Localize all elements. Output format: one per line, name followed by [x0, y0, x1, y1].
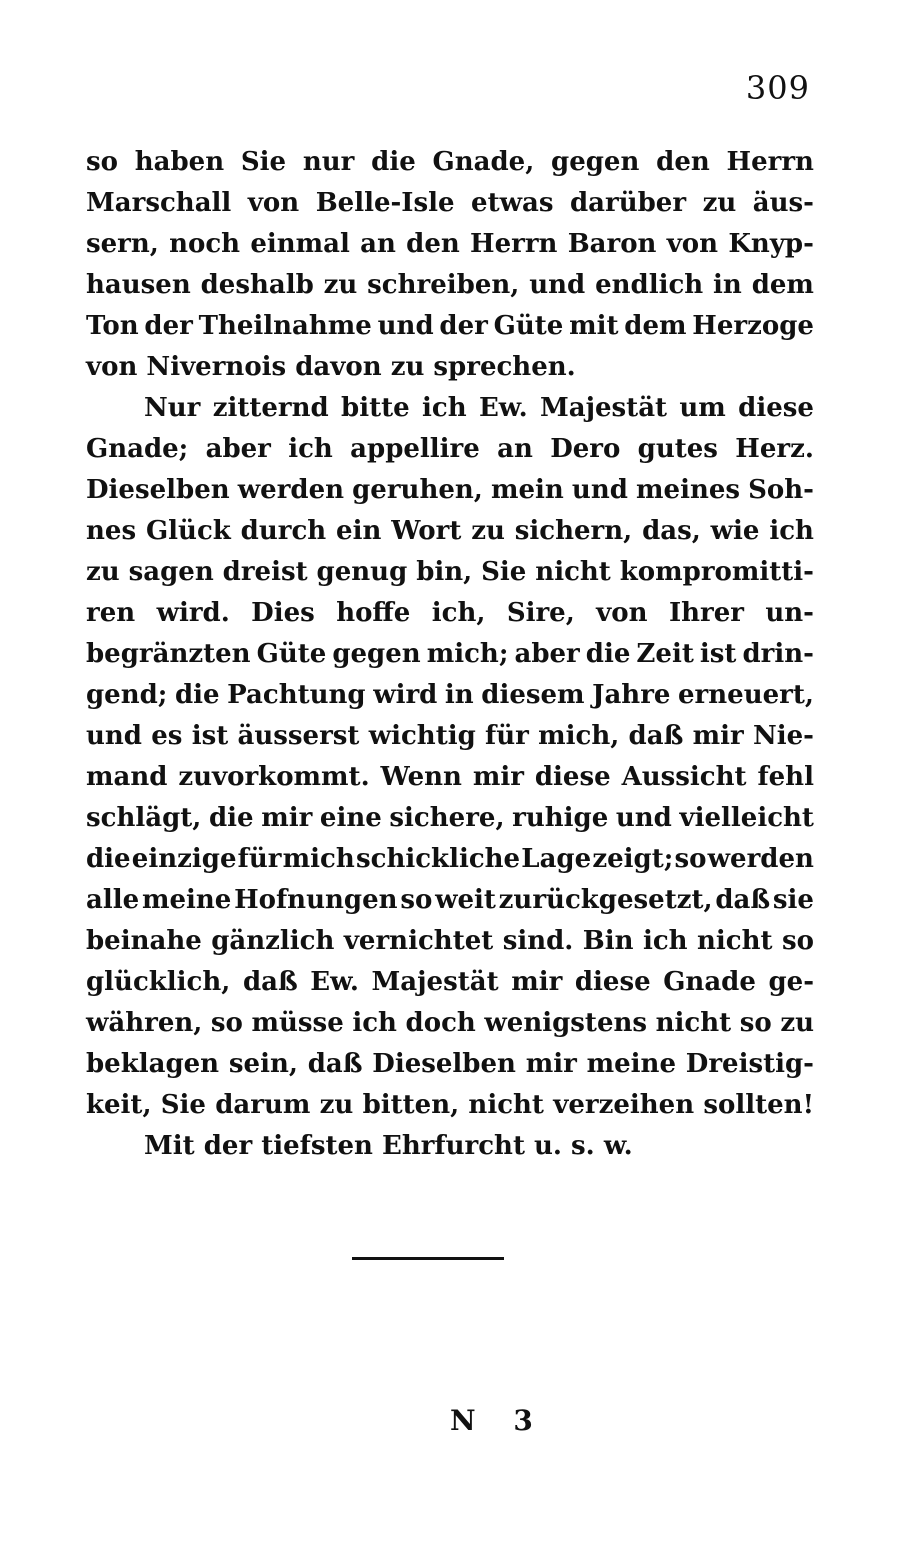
word: Herz. — [735, 434, 814, 464]
text-line — [86, 224, 814, 265]
word: dem — [624, 311, 687, 341]
word: Gnade, — [432, 147, 535, 177]
word: mich; — [426, 639, 509, 669]
word: so — [210, 1008, 243, 1038]
word: un- — [765, 598, 814, 628]
word: in — [444, 680, 474, 710]
word: Gnade — [663, 967, 756, 997]
word: mich, — [538, 721, 620, 751]
word: und — [377, 311, 434, 341]
word: um — [679, 393, 726, 423]
word: mir — [511, 967, 563, 997]
word: so — [86, 147, 118, 177]
word: Sie — [240, 147, 287, 177]
word: Ehrfurcht — [382, 1131, 525, 1161]
word: zitternd — [212, 393, 329, 423]
word: in — [713, 270, 742, 300]
word: bin, — [416, 557, 473, 587]
word: von — [86, 352, 138, 382]
word: drin- — [742, 639, 814, 669]
page-number: 309 — [745, 69, 810, 107]
word: beinahe — [86, 926, 202, 956]
word: Dies — [251, 598, 315, 628]
word: Güte — [256, 639, 327, 669]
word: Aussicht — [621, 762, 747, 792]
word: sie — [772, 885, 814, 915]
word: zeigt; — [592, 844, 674, 874]
text-line — [86, 1003, 814, 1044]
text-line — [86, 1085, 814, 1126]
word: davon — [295, 352, 382, 382]
word: ge- — [768, 967, 814, 997]
word: für — [485, 721, 529, 751]
word: Knyp- — [728, 229, 814, 259]
word: nicht — [697, 926, 773, 956]
word: die — [86, 844, 131, 874]
text-line — [86, 716, 814, 757]
word: doch — [405, 1008, 476, 1038]
word: Soh- — [748, 475, 814, 505]
word: Belle-Isle — [315, 188, 455, 218]
word: nicht — [535, 557, 611, 587]
word: Dreistig- — [685, 1049, 814, 1079]
word: von — [666, 229, 719, 259]
word: mand — [86, 762, 168, 792]
text-line — [86, 634, 814, 675]
word: appellire — [350, 434, 480, 464]
word: zu — [323, 270, 358, 300]
word: nur — [302, 147, 355, 177]
text-line — [86, 962, 814, 1003]
word: eine — [319, 803, 382, 833]
word: zu — [702, 188, 737, 218]
word: ich — [288, 434, 333, 464]
word: mein — [490, 475, 564, 505]
word: beklagen — [86, 1049, 220, 1079]
word: an — [360, 229, 396, 259]
word: der — [144, 311, 193, 341]
word: meines — [636, 475, 741, 505]
word: zu — [780, 1008, 814, 1038]
word: die — [208, 803, 254, 833]
text-line — [86, 921, 814, 962]
word: sagen — [128, 557, 214, 587]
word: von — [247, 188, 300, 218]
text-line — [86, 593, 814, 634]
word: mich — [282, 844, 355, 874]
word: darum — [215, 1090, 311, 1120]
text-line — [86, 880, 814, 921]
word: sein, — [228, 1049, 298, 1079]
text-line — [86, 265, 814, 306]
word: Mit — [144, 1131, 195, 1161]
word: w. — [603, 1131, 633, 1161]
word: und — [615, 803, 672, 833]
text-line — [86, 1126, 814, 1167]
text-line — [86, 798, 814, 839]
word: u. — [534, 1131, 562, 1161]
word: so — [400, 885, 433, 915]
word: s. — [571, 1131, 595, 1161]
word: Ew. — [478, 393, 528, 423]
word: mir — [525, 1049, 577, 1079]
word: durch — [240, 516, 327, 546]
word: Marschall — [86, 188, 232, 218]
word: an — [497, 434, 533, 464]
word: von — [596, 598, 648, 628]
word: sollten! — [703, 1090, 814, 1120]
word: Dieselben — [372, 1049, 516, 1079]
word: den — [656, 147, 710, 177]
word: hoffe — [336, 598, 411, 628]
text-line — [86, 675, 814, 716]
word: gegen — [332, 639, 421, 669]
word: bitten, — [362, 1090, 460, 1120]
word: diesem — [481, 680, 585, 710]
word: fehl — [757, 762, 814, 792]
word: ich, — [431, 598, 486, 628]
word: äusserst — [237, 721, 360, 751]
word: die — [585, 639, 631, 669]
word: sind. — [502, 926, 574, 956]
word: aber — [514, 639, 580, 669]
word: vernichtet — [343, 926, 494, 956]
word: so — [674, 844, 707, 874]
word: Herzoge — [692, 311, 814, 341]
word: nes — [86, 516, 137, 546]
word: Majestät — [371, 967, 499, 997]
word: sern, — [86, 229, 159, 259]
word: endlich — [595, 270, 704, 300]
word: werden — [237, 475, 345, 505]
word: ist — [699, 639, 737, 669]
word: noch — [169, 229, 241, 259]
word: Nur — [144, 393, 201, 423]
word: diese — [574, 967, 651, 997]
word: diese — [534, 762, 611, 792]
word: Ew. — [310, 967, 359, 997]
word: ein — [336, 516, 382, 546]
word: für — [237, 844, 282, 874]
word: meine — [586, 1049, 676, 1079]
word: nicht — [655, 1008, 732, 1038]
word: Lage — [521, 844, 592, 874]
word: zu — [86, 557, 120, 587]
word: Theilnahme — [198, 311, 372, 341]
word: wird — [373, 680, 438, 710]
word: Zeit — [636, 639, 694, 669]
word: Pachtung — [227, 680, 366, 710]
word: vielleicht — [679, 803, 814, 833]
word: das, — [642, 516, 701, 546]
word: sichere, — [389, 803, 505, 833]
word: die — [174, 680, 220, 710]
word: glücklich, — [86, 967, 231, 997]
word: müsse — [251, 1008, 344, 1038]
word: keit, — [86, 1090, 152, 1120]
word: begränzten — [86, 639, 251, 669]
word: äus- — [752, 188, 814, 218]
word: Baron — [567, 229, 657, 259]
word: gegen — [551, 147, 640, 177]
word: Herrn — [726, 147, 814, 177]
word: mit — [569, 311, 619, 341]
word: daß — [628, 721, 684, 751]
word: daß — [715, 885, 771, 915]
word: Gnade; — [86, 434, 189, 464]
word: ren — [86, 598, 136, 628]
word: Sire, — [506, 598, 575, 628]
word: wie — [710, 516, 760, 546]
text-line — [86, 142, 814, 183]
word: wenigstens — [484, 1008, 648, 1038]
text-line — [86, 429, 814, 470]
word: Glück — [145, 516, 231, 546]
text-line — [86, 839, 814, 880]
word: gutes — [637, 434, 718, 464]
text-line — [86, 183, 814, 224]
word: währen, — [86, 1008, 203, 1038]
word: sichern, — [514, 516, 633, 546]
word: meine — [141, 885, 232, 915]
text-line — [86, 757, 814, 798]
word: Hofnungen — [234, 885, 398, 915]
word: ich — [422, 393, 467, 423]
word: so — [739, 1008, 772, 1038]
text-line — [86, 511, 814, 552]
word: ich — [642, 926, 688, 956]
word: schreiben, — [367, 270, 520, 300]
word: Sie — [481, 557, 527, 587]
word: wird. — [156, 598, 230, 628]
word: genug — [316, 557, 408, 587]
printer-signature-mark: N 3 — [450, 1404, 547, 1437]
word: mir — [261, 803, 313, 833]
word: gend; — [86, 680, 168, 710]
word: und — [529, 270, 586, 300]
word: Wenn — [380, 762, 462, 792]
word: und — [571, 475, 628, 505]
word: ich — [769, 516, 814, 546]
word: alle — [86, 885, 140, 915]
letter-body — [86, 142, 814, 1167]
word: zu — [471, 516, 505, 546]
word: sprechen. — [433, 352, 576, 382]
word: nicht — [468, 1090, 544, 1120]
word: den — [406, 229, 460, 259]
word: Sie — [160, 1090, 206, 1120]
word: hausen — [86, 270, 191, 300]
word: und — [86, 721, 142, 751]
word: darüber — [569, 188, 687, 218]
word: Wort — [391, 516, 462, 546]
word: schlägt, — [86, 803, 202, 833]
word: weit — [435, 885, 496, 915]
word: der — [203, 1131, 253, 1161]
section-divider — [352, 1257, 504, 1260]
word: Ton — [86, 311, 139, 341]
word: dreist — [222, 557, 308, 587]
word: Majestät — [539, 393, 668, 423]
word: einzige — [131, 844, 237, 874]
word: aber — [205, 434, 271, 464]
word: Dero — [550, 434, 621, 464]
word: dem — [751, 270, 814, 300]
word: haben — [134, 147, 225, 177]
word: Herrn — [470, 229, 558, 259]
word: tiefsten — [261, 1131, 373, 1161]
word: daß — [307, 1049, 363, 1079]
word: zu — [390, 352, 425, 382]
word: deshalb — [200, 270, 314, 300]
word: geruhen, — [352, 475, 483, 505]
word: zuvorkommt. — [178, 762, 370, 792]
text-line — [86, 306, 814, 347]
word: erneuert, — [678, 680, 814, 710]
word: der — [439, 311, 488, 341]
word: Nivernois — [146, 352, 287, 382]
word: verzeihen — [553, 1090, 695, 1120]
word: Güte — [493, 311, 564, 341]
word: gänzlich — [211, 926, 335, 956]
word: werden — [707, 844, 814, 874]
word: die — [371, 147, 416, 177]
word: kompromitti- — [619, 557, 814, 587]
word: einmal — [250, 229, 350, 259]
word: so — [781, 926, 814, 956]
word: etwas — [471, 188, 554, 218]
word: daß — [242, 967, 298, 997]
text-line — [86, 1044, 814, 1085]
word: Nie- — [752, 721, 814, 751]
text-line — [86, 470, 814, 511]
text-line — [86, 552, 814, 593]
word: Dieselben — [86, 475, 230, 505]
word: mir — [692, 721, 744, 751]
word: ruhige — [512, 803, 609, 833]
word: schickliche — [355, 844, 521, 874]
text-line — [86, 388, 814, 429]
word: Bin — [582, 926, 634, 956]
word: es — [151, 721, 183, 751]
word: Ihrer — [668, 598, 744, 628]
word: zurückgesetzt, — [498, 885, 713, 915]
word: wichtig — [368, 721, 476, 751]
word: diese — [738, 393, 814, 423]
word: mir — [472, 762, 524, 792]
word: zu — [319, 1090, 354, 1120]
word: ich — [352, 1008, 397, 1038]
word: bitte — [341, 393, 410, 423]
word: ist — [191, 721, 229, 751]
word: Jahre — [592, 680, 671, 710]
text-line — [86, 347, 814, 388]
